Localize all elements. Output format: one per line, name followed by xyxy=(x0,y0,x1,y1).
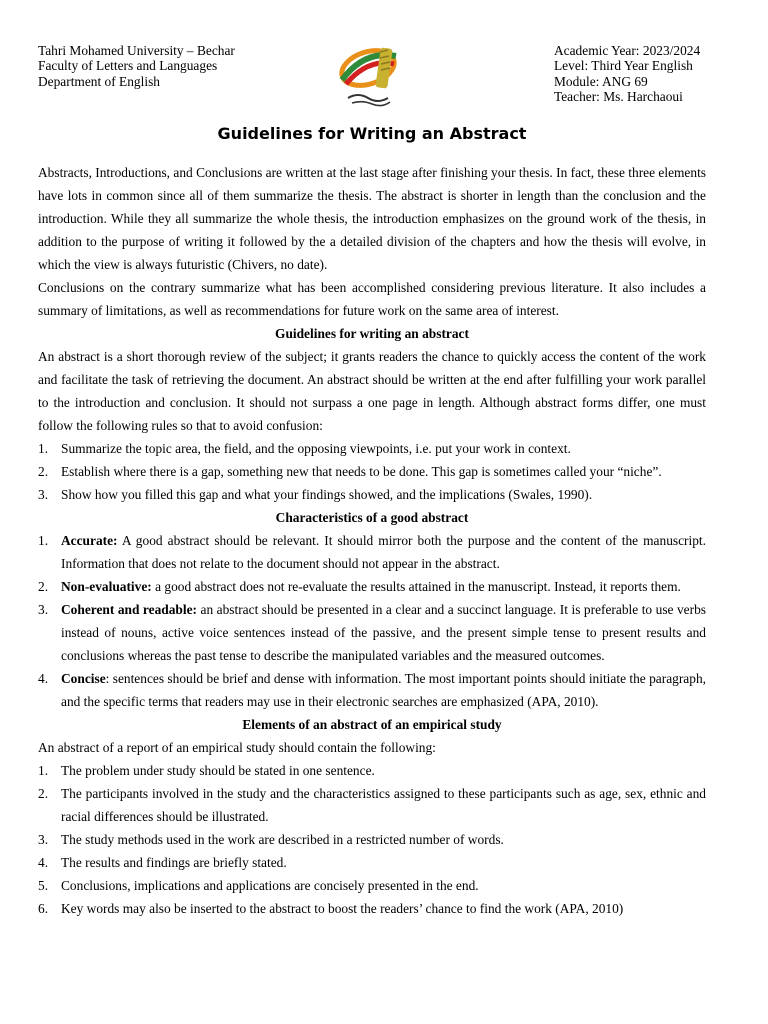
list-number: 2. xyxy=(38,579,49,594)
list-number: 1. xyxy=(38,441,49,456)
list-number: 2. xyxy=(38,464,49,479)
list-number: 3. xyxy=(38,487,49,502)
list-number: 4. xyxy=(38,671,49,686)
faculty-name: Faculty of Letters and Languages xyxy=(38,58,218,74)
intro-paragraph: Abstracts, Introductions, and Conclusions are written at the last stage after finishing your thesis. In fact, these three elements have lots in common since all of them summarize the thesis. The abstract is shorter in length than the conclusion and the introduction. While they all summarize the whole thesis, the introduction emphasizes on the ground work of the thesis, in addition to the purpose of writing it followed by the a detailed division of the chapters and how the thesis will evolve, in which the view is always futuristic (Chivers, no date). xyxy=(38,165,706,272)
list-text: an abstract should be presented in a clear and a succinct language. It is preferable to use verbs instead of nouns, active voice sentences instead of the passive, and the present simple tense to present results and conclusions whereas the past tense to describe the manipulated variables and the measured outcomes. xyxy=(61,602,706,663)
list-text: The study methods used in the work are described in a restricted number of words. xyxy=(61,832,504,847)
list-item xyxy=(38,483,706,506)
list-number: 3. xyxy=(38,832,49,847)
list-text: Conclusions, implications and applications are concisely presented in the end. xyxy=(61,878,479,893)
list-term: Coherent and readable: xyxy=(61,602,197,617)
document-body xyxy=(38,161,706,920)
list-item xyxy=(38,529,706,575)
list-number: 1. xyxy=(38,763,49,778)
list-item xyxy=(38,828,706,851)
list-item xyxy=(38,874,706,897)
elements-paragraph: An abstract of a report of an empirical study should contain the following: xyxy=(38,740,436,755)
level: Level: Third Year English xyxy=(554,58,693,74)
page-title: Guidelines for Writing an Abstract xyxy=(217,124,527,143)
list-item xyxy=(38,575,706,598)
university-name: Tahri Mohamed University – Bechar xyxy=(38,43,235,58)
university-logo-icon xyxy=(334,40,406,112)
list-number: 5. xyxy=(38,878,49,893)
section-heading-guidelines: Guidelines for writing an abstract xyxy=(275,326,469,341)
list-item xyxy=(38,598,706,667)
list-item xyxy=(38,667,706,713)
list-text: Establish where there is a gap, something new that needs to be done. This gap is sometimes called your “niche”. xyxy=(61,464,662,479)
document-header xyxy=(38,40,706,120)
list-number: 6. xyxy=(38,901,49,916)
guidelines-paragraph: An abstract is a short thorough review of the subject; it grants readers the chance to quickly access the content of the work and facilitate the task of retrieving the document. An abstract should be written at the end after fulfilling your work parallel to the introduction and conclusion. It should not surpass a one page in length. Although abstract forms differ, one must follow the following rules so that to avoid confusion: xyxy=(38,349,706,433)
list-term: Concise xyxy=(61,671,106,686)
list-text: Show how you filled this gap and what your findings showed, and the implications (Swales, 1990). xyxy=(61,487,593,502)
list-text: A good abstract should be relevant. It should mirror both the purpose and the content of the manuscript. Information that does not relate to the document should not appear in the abstract. xyxy=(61,533,706,571)
list-number: 1. xyxy=(38,533,49,548)
section-heading-elements: Elements of an abstract of an empirical study xyxy=(242,717,502,732)
institution-info xyxy=(38,43,235,89)
teacher: Teacher: Ms. Harchaoui xyxy=(554,89,683,105)
list-term: Non-evaluative: xyxy=(61,579,152,594)
list-item xyxy=(38,782,706,828)
guidelines-list xyxy=(38,437,706,506)
list-text: Key words may also be inserted to the abstract to boost the readers’ chance to find the work (APA, 2010) xyxy=(61,901,624,916)
module: Module: ANG 69 xyxy=(554,73,648,89)
list-item xyxy=(38,460,706,483)
conclusion-paragraph: Conclusions on the contrary summarize what has been accomplished considering previous literature. It also includes a summary of limitations, as well as recommendations for future work on the same area of interest. xyxy=(38,280,706,318)
list-number: 2. xyxy=(38,786,49,801)
list-number: 3. xyxy=(38,602,49,617)
department-name: Department of English xyxy=(38,73,160,89)
list-number: 4. xyxy=(38,855,49,870)
list-text: The participants involved in the study and the characteristics assigned to these participants such as age, sex, ethnic and racial differences should be illustrated. xyxy=(61,786,706,824)
list-text: : sentences should be brief and dense with information. The most important points should initiate the paragraph, and the specific terms that readers may use in their electronic searches are emphasized (APA, 2010). xyxy=(61,671,706,709)
list-text: The results and findings are briefly stated. xyxy=(61,855,287,870)
document-page xyxy=(38,40,706,120)
academic-year: Academic Year: 2023/2024 xyxy=(554,43,701,58)
list-item xyxy=(38,437,706,460)
course-info xyxy=(554,43,700,105)
elements-list xyxy=(38,759,706,920)
list-text: The problem under study should be stated in one sentence. xyxy=(61,763,375,778)
list-text: a good abstract does not re-evaluate the results attained in the manuscript. Instead, it reports them. xyxy=(151,579,681,594)
list-item xyxy=(38,897,706,920)
list-item xyxy=(38,851,706,874)
list-term: Accurate: xyxy=(61,533,118,548)
list-text: Summarize the topic area, the field, and the opposing viewpoints, i.e. put your work in context. xyxy=(61,441,571,456)
characteristics-list xyxy=(38,529,706,713)
section-heading-characteristics: Characteristics of a good abstract xyxy=(275,510,469,525)
list-item xyxy=(38,759,706,782)
